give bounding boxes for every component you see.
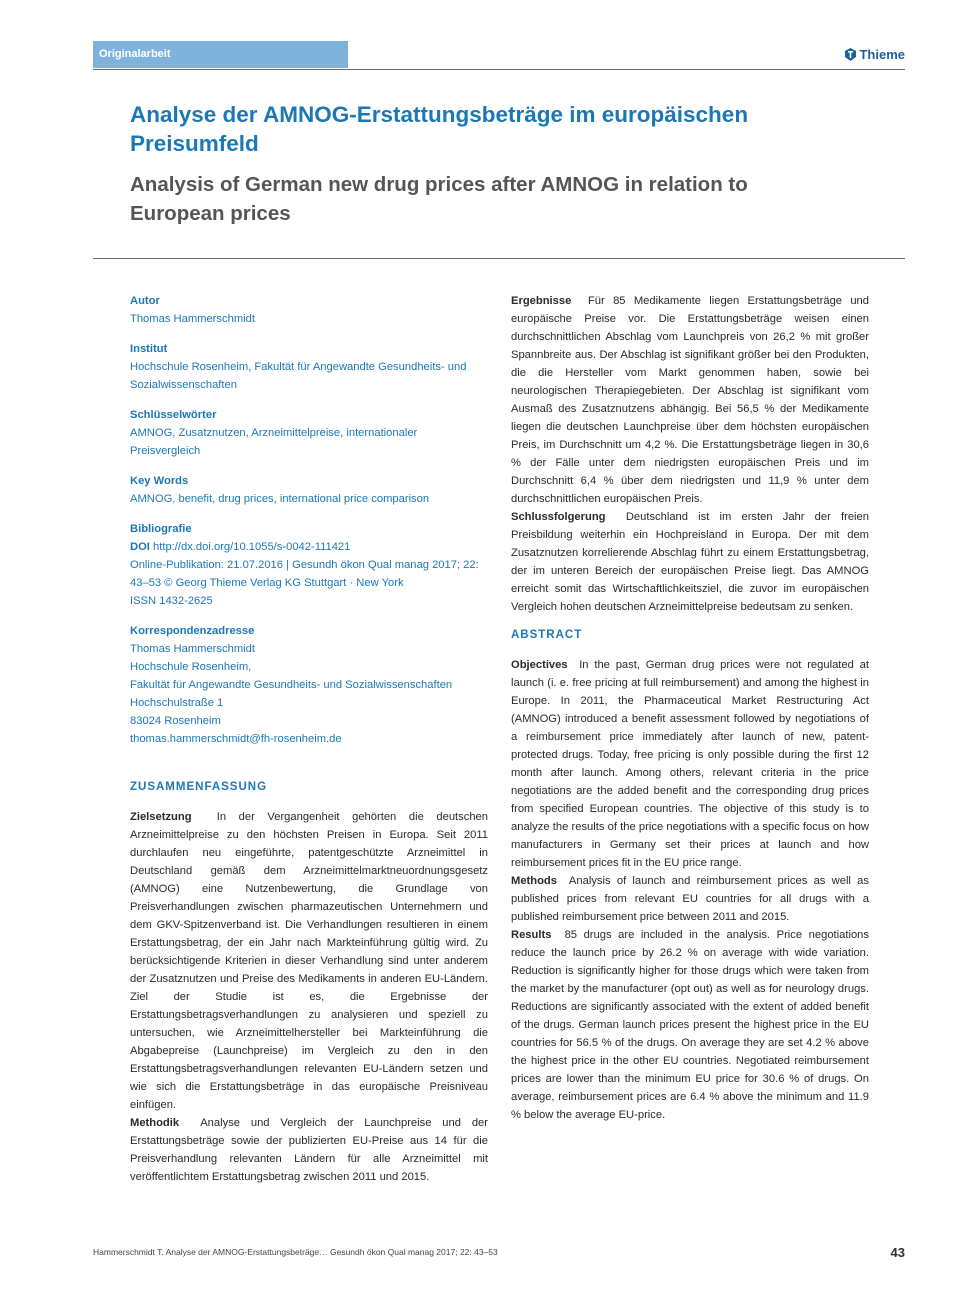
doi-line — [130, 538, 480, 556]
abstract-body — [511, 656, 869, 1124]
objectives-text: In the past, German drug prices were not regulated at launch (i. e. free pricing at full reimbursement) and among the highest in Europe. In 2011, the Pharmaceutical Market Restructuring Act (AMNOG) introduced a benefit assessment followed by negotiations of a reimbursement price immediately after launch of new, patent-protected drugs. Today, free pricing is only possible during the first 12 month after launch. Among others, relevant criteria in the price negotiations are the added benefit and the corresponding drug prices from specified European countries. The objective of this study is to analyze the results of the price negotiations with a specific focus on how manufacturers in Germany set their prices at launch and how reimbursement prices fit in the EU price range. — [511, 659, 869, 869]
methods-label: Methods — [511, 875, 557, 887]
methods-text: Analysis of launch and reimbursement prices as well as published prices from relevant EU countries for all drugs with a published reimbursement price between 2011 and 2015. — [511, 875, 870, 923]
methodik-paragraph — [130, 1114, 488, 1186]
author-name: Thomas Hammerschmidt — [130, 313, 255, 325]
schlussfolgerung-label: Schlussfolgerung — [511, 511, 606, 523]
doi-link[interactable]: http://dx.doi.org/10.1055/s-0042-111421 — [153, 541, 351, 553]
correspondence-block — [130, 622, 480, 748]
institute-block — [130, 340, 480, 394]
zusammenfassung-heading: ZUSAMMENFASSUNG — [130, 781, 268, 793]
keywords-en: AMNOG, benefit, drug prices, international price comparison — [130, 493, 430, 505]
zusammenfassung-continued — [511, 292, 869, 616]
zielsetzung-label: Zielsetzung — [130, 811, 192, 823]
results-label: Results — [511, 929, 552, 941]
abstract-heading: ABSTRACT — [511, 629, 583, 641]
methodik-label: Methodik — [130, 1117, 180, 1129]
institute-name: Hochschule Rosenheim, Fakultät für Angewandte Gesundheits- und Sozialwissenschaften — [130, 361, 467, 391]
address-org: Hochschule Rosenheim, — [130, 661, 252, 673]
correspondence-label: Korrespondenzadresse — [130, 625, 255, 637]
bibliography-label: Bibliografie — [130, 523, 192, 535]
publisher-name: Thieme — [859, 47, 905, 62]
author-block — [130, 292, 480, 328]
article-metadata — [130, 292, 480, 760]
keywords-en-block — [130, 472, 480, 508]
publication-info: Online-Publikation: 21.07.2016 | Gesundh ökon Qual manag 2017; 22: 43–53 © Georg Thieme Verlag KG Stuttgart · New York — [130, 559, 479, 589]
zielsetzung-paragraph — [130, 808, 488, 1114]
address-email-link[interactable]: thomas.hammerschmidt@fh-rosenheim.de — [130, 733, 342, 745]
page-number: 43 — [890, 1245, 905, 1260]
doi-label: DOI — [130, 541, 150, 553]
address-name: Thomas Hammerschmidt — [130, 643, 255, 655]
article-title-english: Analysis of German new drug prices after AMNOG in relation to European prices — [130, 173, 748, 225]
article-title-german: Analyse der AMNOG-Erstattungsbeträge im europäischen Preisumfeld — [130, 102, 749, 156]
address-street: Hochschulstraße 1 — [130, 697, 224, 709]
keywords-en-label: Key Words — [130, 475, 189, 487]
objectives-label: Objectives — [511, 659, 568, 671]
address-city: 83024 Rosenheim — [130, 715, 221, 727]
author-label: Autor — [130, 295, 160, 307]
schlussfolgerung-paragraph — [511, 508, 869, 616]
header-bar — [93, 41, 905, 70]
results-text: 85 drugs are included in the analysis. Price negotiations reduce the launch price by 26.2 % on average with wide variation. Reduction is significantly higher for those drugs which were taken from the market by the manufacturer (opt out) as well as for neurology drugs. Reductions are significantly associated with the extent of added benefit of the drugs. German launch prices present the highest price in the EU countries for 56.5 % of the drugs. On average they are set 4.2 % above the highest price in the other EU countries. Negotiated reimbursement prices are lower than the minimum EU price for 30.6 % of drugs. On average, reimbursement prices are 6.4 % above the minimum and 11.9 % below the average EU-price. — [511, 929, 869, 1121]
section-label: Originalarbeit — [93, 41, 348, 68]
thieme-logo-icon — [845, 48, 856, 61]
zusammenfassung-body — [130, 808, 488, 1186]
footer-citation: Hammerschmidt T. Analyse der AMNOG-Erstattungsbeträge… Gesundh ökon Qual manag 2017; 22: 43–53 — [93, 1247, 498, 1257]
bibliography-block — [130, 520, 480, 610]
methodik-text: Analyse und Vergleich der Launchpreise und der Erstattungsbeträge sowie der publizierten EU-Preise aus 14 für die Preisverhandlung relevanten Ländern für alle Arzneimittel mit veröffentlichtem Erstattungsbetrag zwischen 2011 und 2015. — [130, 1117, 488, 1183]
ergebnisse-text: Für 85 Medikamente liegen Erstattungsbeträge und europäische Preise vor. Die Erstattungsbeträge weisen einen durchschnittlichen Abschlag vom Launchpreis von 26,2 % mit großer Spannbreite aus. Der Abschlag ist signifikant größer bei den Produkten, die die Hersteller vom Markt genommen haben, sowie bei neurologischen Therapiegebieten. Der Abschlag ist signifikant vom Ausmaß des Zusatznutzens abhängig. Bei 56,5 % der Medikamente liegen die deutschen Launchpreise über dem höchsten europäischen Preis, im Durchschnitt um 4,2 %. Die Erstattungsbeträge liegen in 30,6 % der Fälle unter dem niedrigsten europäischen Preis und im Durchschnitt 6,4 % über dem niedrigsten und 11,9 % unter dem durchschnittlichen europäischen Preis. — [511, 295, 869, 505]
methods-paragraph — [511, 872, 869, 926]
institute-label: Institut — [130, 343, 168, 355]
results-paragraph — [511, 926, 869, 1124]
keywords-de-label: Schlüsselwörter — [130, 409, 217, 421]
publisher-logo — [845, 47, 905, 62]
title-divider — [93, 258, 905, 259]
address-faculty: Fakultät für Angewandte Gesundheits- und Sozialwissenschaften — [130, 679, 453, 691]
ergebnisse-paragraph — [511, 292, 869, 508]
keywords-de-block — [130, 406, 480, 460]
schlussfolgerung-text: Deutschland ist im ersten Jahr der freien Preisbildung weiterhin ein Hochpreisland in Europa. Der mit dem Zusatznutzen korrelierende Abschlag führt zu einem Erstattungsbetrag, der im unteren Bereich der europäischen Preise liegt. Das AMNOG erreicht somit das Wirtschaftlichkeitsziel, die zuvor im europäischen Vergleich hohen deutschen Arzneimittelpreise bedeutsam zu senken. — [511, 511, 869, 613]
issn: ISSN 1432-2625 — [130, 595, 213, 607]
zielsetzung-text: In der Vergangenheit gehörten die deutschen Arzneimittelpreise zu den höchsten Preisen in Europa. Seit 2011 durchlaufen neu eingeführte, patentgeschützte Arzneimittel in Deutschland gemäß dem Arzneimittelmarktneuordnungsgesetz (AMNOG) eine Nutzenbewertung, die Grundlage von Preisverhandlungen zwischen pharmazeutischen Unternehmern und dem GKV-Spitzenverband ist. Die Verhandlungen resultieren in einem Erstattungsbetrag, der ein Jahr nach Markteinführung gültig wird. Zu berücksichtigende Kriterien in dieser Verhandlung sind unter anderem der Zusatznutzen und Preise des Medikaments in anderen EU-Ländern. Ziel der Studie ist es, die Ergebnisse der Erstattungsbetragsverhandlungen zu analysieren und speziell zu untersuchen, wie Arzneimittelhersteller bei Markteinführung die Abgabepreise (Launchpreise) im Vergleich zu den in den Erstattungsbetragsverhandlungen relevanten EU-Ländern setzen und wie sich die Erstattungsbeträge in das europäische Preisniveau einfügen. — [130, 811, 488, 1111]
ergebnisse-label: Ergebnisse — [511, 295, 572, 307]
keywords-de: AMNOG, Zusatznutzen, Arzneimittelpreise, internationaler Preisvergleich — [130, 427, 418, 457]
objectives-paragraph — [511, 656, 869, 872]
